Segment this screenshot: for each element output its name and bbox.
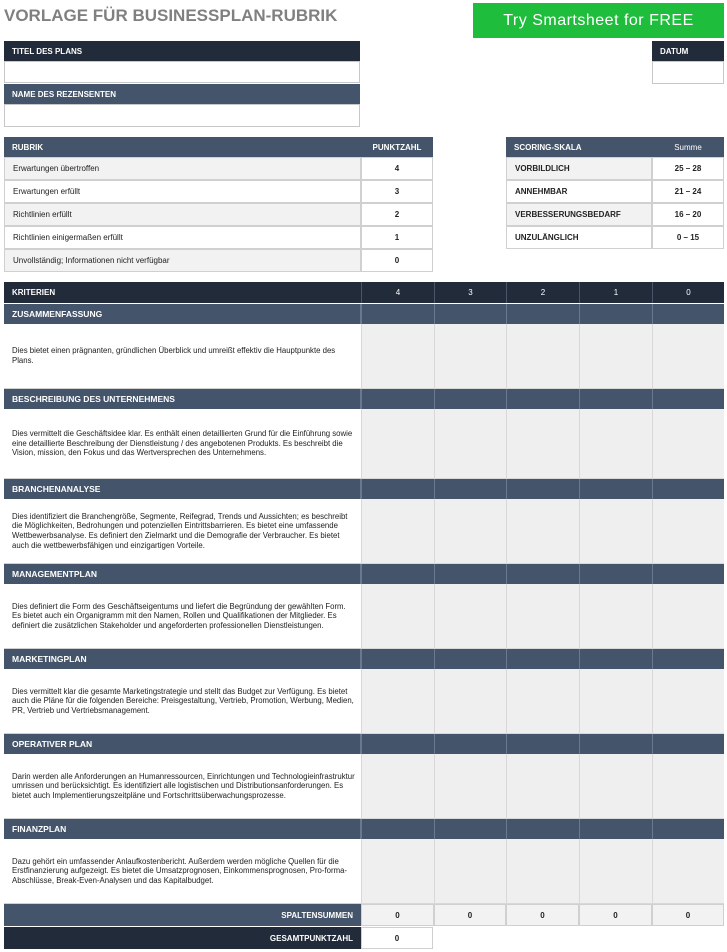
score-column-header: 1 xyxy=(579,282,652,303)
section-title: OPERATIVER PLAN xyxy=(4,734,361,754)
score-input-cell[interactable] xyxy=(652,839,724,904)
section-header-score-cell xyxy=(434,389,506,409)
section-header-score-cell xyxy=(652,304,724,324)
score-input-cell[interactable] xyxy=(579,584,652,649)
section-header-score-cell xyxy=(506,649,579,669)
section-title: BRANCHENANALYSE xyxy=(4,479,361,499)
score-input-cell[interactable] xyxy=(361,754,434,819)
score-input-cell[interactable] xyxy=(506,839,579,904)
score-input-cell[interactable] xyxy=(434,584,506,649)
total-score-label: GESAMTPUNKTZAHL xyxy=(4,927,361,949)
page-title: VORLAGE FÜR BUSINESSPLAN-RUBRIK xyxy=(4,6,338,25)
scoring-scale-label: SCORING-SKALA xyxy=(506,137,652,157)
scale-row-range: 25 – 28 xyxy=(652,157,724,180)
score-column-header: 3 xyxy=(434,282,506,303)
score-input-cell[interactable] xyxy=(652,754,724,819)
scale-row-label: ANNEHMBAR xyxy=(506,180,652,203)
section-title: MARKETINGPLAN xyxy=(4,649,361,669)
column-sum-value: 0 xyxy=(652,904,724,926)
section-title: ZUSAMMENFASSUNG xyxy=(4,304,361,324)
score-input-cell[interactable] xyxy=(579,754,652,819)
criteria-header: KRITERIEN xyxy=(4,282,361,303)
section-description: Dies vermittelt die Geschäftsidee klar. Es enthält einen detaillierten Grund für die Einführung sowie eine detaillierte Beschreibung der Dienstleistung / des angebotenen Produkts. Es beschreibt die Vision, mission, den Fokus und das Wertversprechen des Unternehmens. xyxy=(4,409,361,479)
rubric-row-points: 0 xyxy=(361,249,433,272)
section-title: FINANZPLAN xyxy=(4,819,361,839)
rubric-row-label: Unvollständig; Informationen nicht verfügbar xyxy=(4,249,361,272)
plan-title-label: TITEL DES PLANS xyxy=(4,41,360,61)
section-header-score-cell xyxy=(506,734,579,754)
score-input-cell[interactable] xyxy=(434,839,506,904)
rubric-row-points: 2 xyxy=(361,203,433,226)
section-header-score-cell xyxy=(652,734,724,754)
rubric-row-label: Erwartungen übertroffen xyxy=(4,157,361,180)
score-column-header: 4 xyxy=(361,282,434,303)
section-header-score-cell xyxy=(652,819,724,839)
section-header-score-cell xyxy=(579,564,652,584)
section-header-score-cell xyxy=(434,479,506,499)
section-header-score-cell xyxy=(361,649,434,669)
rubric-row-points: 4 xyxy=(361,157,433,180)
section-header-score-cell xyxy=(361,819,434,839)
section-header-score-cell xyxy=(506,479,579,499)
score-input-cell[interactable] xyxy=(652,324,724,389)
column-sum-value: 0 xyxy=(434,904,506,926)
column-sum-value: 0 xyxy=(361,904,434,926)
score-input-cell[interactable] xyxy=(506,324,579,389)
section-description: Darin werden alle Anforderungen an Humanressourcen, Einrichtungen und Technologieinfrastruktur umrissen und berücksichtigt. Es identifiziert alle logistischen und Distributionsanforderungen. Es bietet auch Implementierungszeitpläne und Fortschrittsüberwachungsprozesse. xyxy=(4,754,361,819)
score-input-cell[interactable] xyxy=(361,584,434,649)
rubric-row-label: Richtlinien einigermaßen erfüllt xyxy=(4,226,361,249)
section-header-score-cell xyxy=(579,389,652,409)
section-description: Dazu gehört ein umfassender Anlaufkostenbericht. Außerdem werden mögliche Quellen für die Erstfinanzierung aufgezeigt. Es bietet die Umsatzprognosen, Einkommensprognosen, Pro-forma-Abschlüsse, Break-Even-Analysen und das Kapitalbudget. xyxy=(4,839,361,904)
score-input-cell[interactable] xyxy=(434,754,506,819)
scale-row-range: 21 – 24 xyxy=(652,180,724,203)
plan-title-input[interactable] xyxy=(4,61,360,83)
score-input-cell[interactable] xyxy=(506,584,579,649)
section-header-score-cell xyxy=(361,564,434,584)
score-input-cell[interactable] xyxy=(652,409,724,479)
score-column-header: 2 xyxy=(506,282,579,303)
section-description: Dies identifiziert die Branchengröße, Segmente, Reifegrad, Trends und Aussichten; es beschreibt die Möglichkeiten, Bedrohungen und potenziellen Eintrittsbarrieren. Es bietet eine umfassende Wettbewerbsanalyse. Es definiert den Zielmarkt und die Demografie der Verbraucher. Es bietet auch die wettbewerbsfähigen und einzigartigen Vorteile. xyxy=(4,499,361,564)
section-header-score-cell xyxy=(434,819,506,839)
score-input-cell[interactable] xyxy=(579,499,652,564)
scale-row-label: UNZULÄNGLICH xyxy=(506,226,652,249)
section-description: Dies definiert die Form des Geschäftseigentums und liefert die Begründung der gewählten Form. Es bietet auch ein Organigramm mit den Namen, Rollen und Qualifikationen der Mitglieder. Es definiert die zusätzlichen Stakeholder und angeforderten professionellen Dienstleistungen. xyxy=(4,584,361,649)
score-input-cell[interactable] xyxy=(579,669,652,734)
section-title: BESCHREIBUNG DES UNTERNEHMENS xyxy=(4,389,361,409)
section-header-score-cell xyxy=(361,389,434,409)
section-header-score-cell xyxy=(361,479,434,499)
section-description: Dies bietet einen prägnanten, gründlichen Überblick und umreißt effektiv die Hauptpunkte des Plans. xyxy=(4,324,361,389)
section-header-score-cell xyxy=(579,819,652,839)
try-smartsheet-button[interactable]: Try Smartsheet for FREE xyxy=(473,3,724,38)
section-header-score-cell xyxy=(434,564,506,584)
section-header-score-cell xyxy=(434,649,506,669)
scale-row-label: VERBESSERUNGSBEDARF xyxy=(506,203,652,226)
scale-row-range: 16 – 20 xyxy=(652,203,724,226)
score-input-cell[interactable] xyxy=(361,409,434,479)
score-input-cell[interactable] xyxy=(506,499,579,564)
score-input-cell[interactable] xyxy=(434,324,506,389)
score-input-cell[interactable] xyxy=(579,839,652,904)
section-title: MANAGEMENTPLAN xyxy=(4,564,361,584)
scale-row-range: 0 – 15 xyxy=(652,226,724,249)
reviewer-input[interactable] xyxy=(4,104,360,127)
column-sums-label: SPALTENSUMMEN xyxy=(4,904,361,926)
section-header-score-cell xyxy=(361,304,434,324)
score-input-cell[interactable] xyxy=(506,754,579,819)
score-input-cell[interactable] xyxy=(506,669,579,734)
score-input-cell[interactable] xyxy=(361,499,434,564)
section-header-score-cell xyxy=(361,734,434,754)
section-header-score-cell xyxy=(506,304,579,324)
score-input-cell[interactable] xyxy=(579,409,652,479)
date-label: DATUM xyxy=(652,41,724,61)
rubric-row-points: 3 xyxy=(361,180,433,203)
section-header-score-cell xyxy=(652,479,724,499)
section-header-score-cell xyxy=(506,389,579,409)
score-input-cell[interactable] xyxy=(579,324,652,389)
total-score-value: 0 xyxy=(361,927,433,949)
score-input-cell[interactable] xyxy=(434,409,506,479)
column-sum-value: 0 xyxy=(579,904,652,926)
section-header-score-cell xyxy=(579,304,652,324)
section-header-score-cell xyxy=(652,389,724,409)
rubric-row-label: Richtlinien erfüllt xyxy=(4,203,361,226)
score-input-cell[interactable] xyxy=(361,669,434,734)
date-input[interactable] xyxy=(652,61,724,84)
score-input-cell[interactable] xyxy=(434,499,506,564)
score-input-cell[interactable] xyxy=(361,324,434,389)
score-input-cell[interactable] xyxy=(652,584,724,649)
score-column-header: 0 xyxy=(652,282,724,303)
column-sum-value: 0 xyxy=(506,904,579,926)
section-header-score-cell xyxy=(506,564,579,584)
section-header-score-cell xyxy=(579,479,652,499)
score-input-cell[interactable] xyxy=(361,839,434,904)
scoring-sum-label: Summe xyxy=(652,137,724,157)
rubric-row-points: 1 xyxy=(361,226,433,249)
section-header-score-cell xyxy=(506,819,579,839)
section-description: Dies vermittelt klar die gesamte Marketingstrategie und stellt das Budget zur Verfügung. Es bietet auch die Pläne für die folgenden Bereiche: Preisgestaltung, Vertrieb, Promotion, Werbung, Medien, PR, Vertrieb und Vertriebsmanagement. xyxy=(4,669,361,734)
section-header-score-cell xyxy=(579,734,652,754)
rubric-col-points: PUNKTZAHL xyxy=(361,137,433,157)
section-header-score-cell xyxy=(434,304,506,324)
section-header-score-cell xyxy=(434,734,506,754)
rubric-row-label: Erwartungen erfüllt xyxy=(4,180,361,203)
section-header-score-cell xyxy=(652,564,724,584)
section-header-score-cell xyxy=(652,649,724,669)
score-input-cell[interactable] xyxy=(434,669,506,734)
rubric-col-label: RUBRIK xyxy=(4,137,361,157)
scale-row-label: VORBILDLICH xyxy=(506,157,652,180)
reviewer-label: NAME DES REZENSENTEN xyxy=(4,84,360,104)
score-input-cell[interactable] xyxy=(506,409,579,479)
score-input-cell[interactable] xyxy=(652,499,724,564)
section-header-score-cell xyxy=(579,649,652,669)
score-input-cell[interactable] xyxy=(652,669,724,734)
